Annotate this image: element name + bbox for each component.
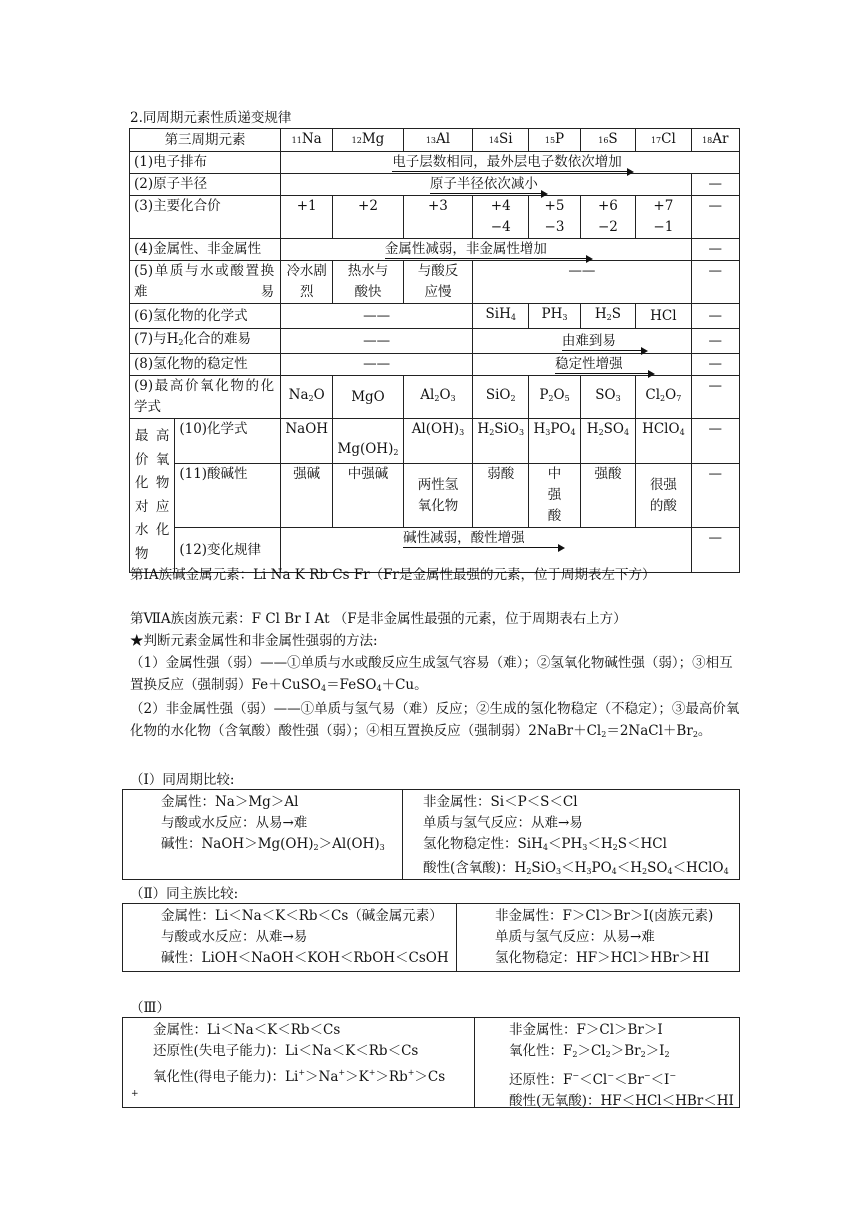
acidbase-al: 两性氢氧化物 xyxy=(403,464,473,528)
oxide-cl: $Cl_2O_7$ xyxy=(636,376,691,419)
valence-p: +5 −3 xyxy=(529,196,581,239)
valence-cl: +7 −1 xyxy=(636,196,691,239)
table-header-row xyxy=(130,129,740,152)
hydrate-si: $H_2SiO_3$ xyxy=(473,419,529,464)
acidbase-cl: 很强的酸 xyxy=(636,464,691,528)
table-row xyxy=(130,152,740,174)
compare1-right-2: 单质与氢气反应：从难→易 xyxy=(423,815,583,831)
acidbase-mg: 中强碱 xyxy=(333,464,403,528)
row-label: (8)氢化物的稳定性 xyxy=(130,354,281,376)
compare2-title: （Ⅱ）同主族比较: xyxy=(130,886,239,902)
ar-dash: — xyxy=(691,464,739,528)
table-row xyxy=(130,196,740,239)
element-mg: 12Mg xyxy=(333,129,403,152)
element-s: 16S xyxy=(580,129,635,152)
row-label: (10)化学式 xyxy=(175,419,281,464)
valence-mg: +2 xyxy=(333,196,403,239)
oxide-mg: MgO xyxy=(333,376,403,419)
header-label: 第三周期元素 xyxy=(130,129,281,152)
hydride-cl: HCl xyxy=(636,304,691,329)
table-row xyxy=(130,464,740,528)
valence-al: +3 xyxy=(403,196,473,239)
oxide-al: $Al_2O_3$ xyxy=(403,376,473,419)
ar-dash: — xyxy=(691,304,739,329)
oxide-na: $Na_2O$ xyxy=(281,376,333,419)
acidbase-s: 强酸 xyxy=(580,464,635,528)
element-ar: 18Ar xyxy=(691,129,739,152)
compare1-left-2: 与酸或水反应：从易→难 xyxy=(161,815,308,831)
reaction-al: 与酸反应慢 xyxy=(403,261,473,304)
compare3-right-3: 还原性：F−＜Cl−＜Br−＜I− xyxy=(509,1071,677,1088)
hydride-s: $H_2S$ xyxy=(580,304,635,329)
periodic-trend-table xyxy=(129,128,740,573)
trend-arrow-text: 金属性减弱，非金属性增加 xyxy=(385,239,587,260)
hydride-p: $PH_3$ xyxy=(529,304,581,329)
hydrate-na: NaOH xyxy=(281,419,333,464)
table-row xyxy=(130,239,740,261)
hydrate-cl: HClO$_4$ xyxy=(636,419,691,464)
row-label: (7)与$H_2$化合的难易 xyxy=(130,329,281,354)
ar-dash: — xyxy=(691,196,739,239)
compare1-right-4: 酸性(含氧酸)：$H_2SiO_3<H_3PO_4<H_2SO_4<HClO_4$ xyxy=(423,860,729,876)
compare2-left-2: 与酸或水反应：从难→易 xyxy=(161,929,308,945)
compare3-left-2: 还原性(失电子能力)：Li＜Na＜K＜Rb＜Cs xyxy=(153,1043,419,1059)
ar-dash: — xyxy=(691,329,739,354)
trend-arrow-text: 原子半径依次减小 xyxy=(430,174,542,195)
compare1-box xyxy=(122,789,740,880)
row-label: (9)最高价氧化物的化学式 xyxy=(130,376,281,419)
row-label: (11)酸碱性 xyxy=(175,464,281,528)
compare3-left-3-wrap: + xyxy=(131,1089,139,1099)
reaction-na: 冷水剧烈 xyxy=(281,261,333,304)
reaction-rest: —— xyxy=(473,261,691,304)
row-label: (6)氢化物的化学式 xyxy=(130,304,281,329)
trend-arrow-text: 由难到易 xyxy=(562,331,642,352)
hydrate-s: $H_2SO_4$ xyxy=(580,419,635,464)
valence-si: +4 −4 xyxy=(473,196,529,239)
group-label: 最高价氧化物对应水化物 xyxy=(130,419,175,573)
row-label: (2)原子半径 xyxy=(130,174,281,196)
ar-dash: — xyxy=(691,239,739,261)
hydrate-p: $H_3PO_4$ xyxy=(529,419,581,464)
trend-arrow-text: 电子层数相同，最外层电子数依次增加 xyxy=(392,152,628,173)
element-p: 15P xyxy=(529,129,581,152)
table-row xyxy=(130,304,740,329)
compare3-right-2: 氧化性：$F_2>Cl_2>Br_2>I_2$ xyxy=(509,1043,670,1059)
hydrate-al: $Al(OH)_3$ xyxy=(403,419,473,464)
hydrate-mg: $Mg(OH)_2$ xyxy=(333,419,403,464)
row-label: (1)电子排布 xyxy=(130,152,281,174)
oxide-p: $P_2O_5$ xyxy=(529,376,581,419)
ar-dash: — xyxy=(691,261,739,304)
compare2-right-1: 非金属性：F＞Cl＞Br＞I(卤族元素) xyxy=(495,908,714,924)
trend-arrow-text: 碱性减弱，酸性增强 xyxy=(403,528,559,549)
section-heading: 2.同周期元素性质递变规律 xyxy=(130,110,292,126)
table-row xyxy=(130,329,740,354)
row-label: (12)变化规律 xyxy=(175,528,281,573)
oxide-s: $SO_3$ xyxy=(580,376,635,419)
ar-dash: — xyxy=(691,419,739,464)
alkali-note: 第ⅠA族碱金属元素：Li Na K Rb Cs Fr（Fr是金属性最强的元素，位于周期表左下方） xyxy=(130,567,656,583)
compare3-left-3: 氧化性(得电子能力)：Li+＞Na+＞K+＞Rb+＞Cs xyxy=(153,1068,446,1085)
row-label: (3)主要化合价 xyxy=(130,196,281,239)
method-title: ★判断元素金属性和非金属性强弱的方法: xyxy=(130,633,378,649)
compare3-title: （Ⅲ） xyxy=(130,1000,171,1016)
metal-rule: （1）金属性强（弱）——①单质与水或酸反应生成氢气容易（难）；②氢氧化物碱性强（弱）；③相互置换反应（强制弱）Fe＋CuSO$_4$＝FeSO$_4$＋Cu。 xyxy=(130,655,733,693)
compare3-box xyxy=(122,1017,740,1108)
element-cl: 17Cl xyxy=(636,129,691,152)
valence-s: +6 −2 xyxy=(580,196,635,239)
compare1-right-3: 氢化物稳定性：$SiH_4<PH_3<H_2S<HCl$ xyxy=(423,836,667,852)
acidbase-si: 弱酸 xyxy=(473,464,529,528)
row-label: (4)金属性、非金属性 xyxy=(130,239,281,261)
table-row xyxy=(130,261,740,304)
table-row xyxy=(130,174,740,196)
row-label: (5)单质与水或酸置换难易 xyxy=(130,261,281,304)
compare2-left-1: 金属性：Li＜Na＜K＜Rb＜Cs（碱金属元素） xyxy=(161,908,443,924)
stability-none: —— xyxy=(281,354,473,376)
compare2-box xyxy=(122,903,740,972)
ar-dash: — xyxy=(691,354,739,376)
element-na: 11Na xyxy=(281,129,333,152)
hydride-si: SiH$_4$ xyxy=(473,304,529,329)
compare2-right-2: 单质与氢气反应：从易→难 xyxy=(495,929,655,945)
element-si: 14Si xyxy=(473,129,529,152)
valence-na: +1 xyxy=(281,196,333,239)
hydride-none: —— xyxy=(281,304,473,329)
compare1-right-1: 非金属性：Si＜P＜S＜Cl xyxy=(423,794,578,810)
compare1-title: （Ⅰ）同周期比较: xyxy=(130,772,235,788)
reaction-mg: 热水与酸快 xyxy=(333,261,403,304)
element-al: 13Al xyxy=(403,129,473,152)
ar-dash: — xyxy=(691,376,739,419)
compare2-right-3: 氢化物稳定：HF＞HCl＞HBr＞HI xyxy=(495,950,710,966)
table-row xyxy=(130,419,740,464)
compare1-left-3: 碱性：$NaOH>Mg(OH)_2>Al(OH)_3$ xyxy=(161,836,385,852)
table-row xyxy=(130,376,740,419)
ar-dash: — xyxy=(691,174,739,196)
halogen-note: 第ⅦA族卤族元素：F Cl Br I At （F是非金属性最强的元素，位于周期表右上方） xyxy=(130,611,627,627)
compare3-right-4: 酸性(无氧酸)：HF＜HCl＜HBr＜HI xyxy=(509,1093,734,1109)
ar-dash: — xyxy=(691,528,739,573)
acidbase-p: 中强酸 xyxy=(529,464,581,528)
compare3-left-1: 金属性：Li＜Na＜K＜Rb＜Cs xyxy=(153,1022,341,1038)
oxide-si: SiO$_2$ xyxy=(473,376,529,419)
trend-arrow-text: 稳定性增强 xyxy=(555,354,649,375)
compare1-left-1: 金属性：Na＞Mg＞Al xyxy=(161,794,299,810)
compare3-right-1: 非金属性：F＞Cl＞Br＞I xyxy=(509,1022,663,1038)
h2-none: —— xyxy=(281,329,473,354)
nonmetal-rule: （2）非金属性强（弱）——①单质与氢气易（难）反应；②生成的氢化物稳定（不稳定）；③最高价氧化物的水化物（含氧酸）酸性强（弱）；④相互置换反应（强制弱）$2NaBr+Cl_2=2NaCl+Br_2$。 xyxy=(130,701,740,739)
compare2-left-3: 碱性：LiOH＜NaOH＜KOH＜RbOH＜CsOH xyxy=(161,950,449,966)
table-row xyxy=(130,354,740,376)
acidbase-na: 强碱 xyxy=(281,464,333,528)
